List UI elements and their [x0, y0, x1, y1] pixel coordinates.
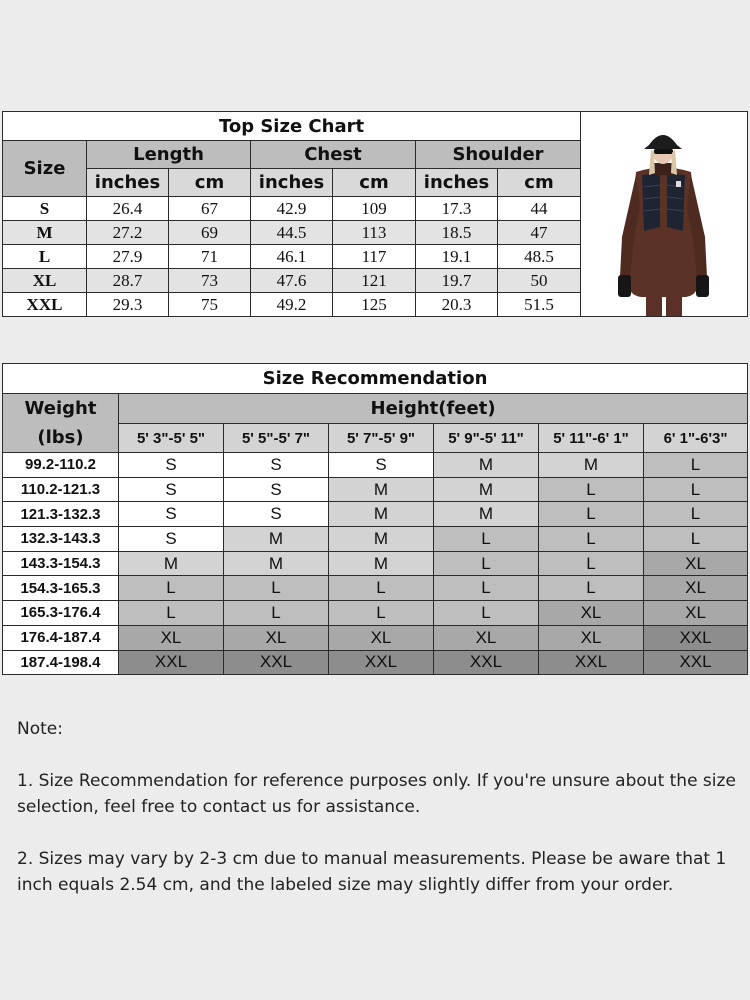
recommended-size-cell: L [644, 453, 748, 478]
length-group-header: Length [87, 141, 251, 169]
weight-header-label: Weight [24, 398, 97, 419]
size-label: XXL [3, 293, 87, 317]
recommended-size-cell: M [329, 477, 434, 502]
recommended-size-cell: XXL [644, 650, 748, 675]
chest-inches: 46.1 [251, 245, 333, 269]
length-cm: 75 [169, 293, 251, 317]
note-item: 2. Sizes may vary by 2-3 cm due to manual measurements. Please be aware that 1 inch equals 2.54 cm, and the labeled size may slightly differ from your order. [17, 849, 727, 895]
recommendation-title: Size Recommendation [3, 364, 748, 394]
shoulder-cm: 51.5 [498, 293, 581, 317]
size-recommendation-table [2, 363, 748, 675]
unit-header: inches [251, 169, 333, 197]
length-inches: 27.9 [87, 245, 169, 269]
recommended-size-cell: L [224, 576, 329, 601]
recommended-size-cell: L [329, 601, 434, 626]
size-column-header: Size [3, 141, 87, 197]
shoulder-inches: 19.1 [416, 245, 498, 269]
recommended-size-cell: XL [539, 601, 644, 626]
recommendation-row [3, 502, 748, 527]
recommended-size-cell: S [224, 502, 329, 527]
recommended-size-cell: XXL [119, 650, 224, 675]
recommendation-row [3, 527, 748, 552]
unit-header: cm [169, 169, 251, 197]
recommended-size-cell: S [119, 477, 224, 502]
size-label: XL [3, 269, 87, 293]
recommended-size-cell: S [119, 502, 224, 527]
recommendation-row [3, 650, 748, 675]
chest-inches: 49.2 [251, 293, 333, 317]
recommended-size-cell: S [224, 477, 329, 502]
weight-range-label: 187.4-198.4 [3, 650, 119, 675]
weight-range-label: 132.3-143.3 [3, 527, 119, 552]
height-group-header: Height(feet) [119, 394, 748, 424]
chest-cm: 125 [333, 293, 416, 317]
recommended-size-cell: L [644, 477, 748, 502]
length-cm: 67 [169, 197, 251, 221]
height-range-header: 5' 5"-5' 7" [224, 424, 329, 453]
size-chart-table [2, 111, 748, 317]
recommended-size-cell: L [434, 601, 539, 626]
recommendation-row [3, 601, 748, 626]
chest-inches: 47.6 [251, 269, 333, 293]
shoulder-cm: 44 [498, 197, 581, 221]
recommendation-row [3, 576, 748, 601]
recommended-size-cell: M [434, 453, 539, 478]
note-item: 1. Size Recommendation for reference purposes only. If you're unsure about the size selection, feel free to contact us for assistance. [17, 771, 736, 817]
model-photo [581, 112, 748, 317]
weight-range-label: 176.4-187.4 [3, 625, 119, 650]
recommended-size-cell: S [329, 453, 434, 478]
recommended-size-cell: M [434, 502, 539, 527]
recommended-size-cell: M [224, 527, 329, 552]
length-cm: 73 [169, 269, 251, 293]
chest-cm: 117 [333, 245, 416, 269]
recommended-size-cell: L [644, 502, 748, 527]
length-inches: 29.3 [87, 293, 169, 317]
recommended-size-cell: XXL [224, 650, 329, 675]
height-range-header: 5' 11"-6' 1" [539, 424, 644, 453]
shoulder-inches: 18.5 [416, 221, 498, 245]
length-inches: 27.2 [87, 221, 169, 245]
recommendation-row [3, 551, 748, 576]
shoulder-group-header: Shoulder [416, 141, 581, 169]
recommended-size-cell: XL [224, 625, 329, 650]
notes-heading: Note: [17, 719, 63, 739]
weight-unit-label: (lbs) [37, 427, 84, 448]
recommended-size-cell: XL [539, 625, 644, 650]
recommended-size-cell: L [434, 576, 539, 601]
shoulder-inches: 19.7 [416, 269, 498, 293]
length-inches: 26.4 [87, 197, 169, 221]
length-cm: 69 [169, 221, 251, 245]
size-label: M [3, 221, 87, 245]
height-range-header: 5' 9"-5' 11" [434, 424, 539, 453]
shoulder-cm: 50 [498, 269, 581, 293]
recommended-size-cell: M [434, 477, 539, 502]
shoulder-cm: 48.5 [498, 245, 581, 269]
recommended-size-cell: XXL [434, 650, 539, 675]
size-label: S [3, 197, 87, 221]
recommended-size-cell: L [434, 551, 539, 576]
weight-range-label: 143.3-154.3 [3, 551, 119, 576]
chest-cm: 109 [333, 197, 416, 221]
recommendation-row [3, 625, 748, 650]
shoulder-cm: 47 [498, 221, 581, 245]
weight-range-label: 165.3-176.4 [3, 601, 119, 626]
notes-section [17, 716, 737, 924]
model-image [616, 127, 711, 317]
weight-range-label: 110.2-121.3 [3, 477, 119, 502]
recommended-size-cell: XXL [329, 650, 434, 675]
size-chart-title: Top Size Chart [3, 112, 581, 141]
chest-group-header: Chest [251, 141, 416, 169]
recommended-size-cell: L [539, 551, 644, 576]
chest-cm: 113 [333, 221, 416, 245]
recommended-size-cell: L [539, 527, 644, 552]
recommended-size-cell: XL [329, 625, 434, 650]
weight-range-label: 121.3-132.3 [3, 502, 119, 527]
recommended-size-cell: XL [644, 551, 748, 576]
chest-inches: 42.9 [251, 197, 333, 221]
recommended-size-cell: XL [644, 576, 748, 601]
recommended-size-cell: XL [119, 625, 224, 650]
unit-header: cm [498, 169, 581, 197]
weight-column-header [3, 394, 119, 453]
weight-range-label: 154.3-165.3 [3, 576, 119, 601]
recommended-size-cell: L [539, 576, 644, 601]
recommended-size-cell: XL [644, 601, 748, 626]
height-range-header: 5' 3"-5' 5" [119, 424, 224, 453]
recommended-size-cell: M [329, 502, 434, 527]
recommended-size-cell: S [119, 453, 224, 478]
recommendation-row [3, 453, 748, 478]
length-inches: 28.7 [87, 269, 169, 293]
recommendation-row [3, 477, 748, 502]
weight-range-label: 99.2-110.2 [3, 453, 119, 478]
shoulder-inches: 20.3 [416, 293, 498, 317]
recommended-size-cell: M [224, 551, 329, 576]
recommended-size-cell: M [329, 527, 434, 552]
shoulder-inches: 17.3 [416, 197, 498, 221]
recommended-size-cell: M [119, 551, 224, 576]
recommended-size-cell: L [224, 601, 329, 626]
recommended-size-cell: S [224, 453, 329, 478]
size-label: L [3, 245, 87, 269]
height-range-header: 5' 7"-5' 9" [329, 424, 434, 453]
height-range-header: 6' 1"-6'3" [644, 424, 748, 453]
chest-cm: 121 [333, 269, 416, 293]
recommended-size-cell: S [119, 527, 224, 552]
recommended-size-cell: M [539, 453, 644, 478]
length-cm: 71 [169, 245, 251, 269]
recommended-size-cell: XXL [644, 625, 748, 650]
recommended-size-cell: L [119, 601, 224, 626]
recommended-size-cell: L [119, 576, 224, 601]
recommended-size-cell: L [539, 502, 644, 527]
recommended-size-cell: XXL [539, 650, 644, 675]
recommended-size-cell: XL [434, 625, 539, 650]
unit-header: cm [333, 169, 416, 197]
recommended-size-cell: L [329, 576, 434, 601]
chest-inches: 44.5 [251, 221, 333, 245]
unit-header: inches [416, 169, 498, 197]
recommended-size-cell: M [329, 551, 434, 576]
recommended-size-cell: L [644, 527, 748, 552]
recommended-size-cell: L [434, 527, 539, 552]
unit-header: inches [87, 169, 169, 197]
recommended-size-cell: L [539, 477, 644, 502]
